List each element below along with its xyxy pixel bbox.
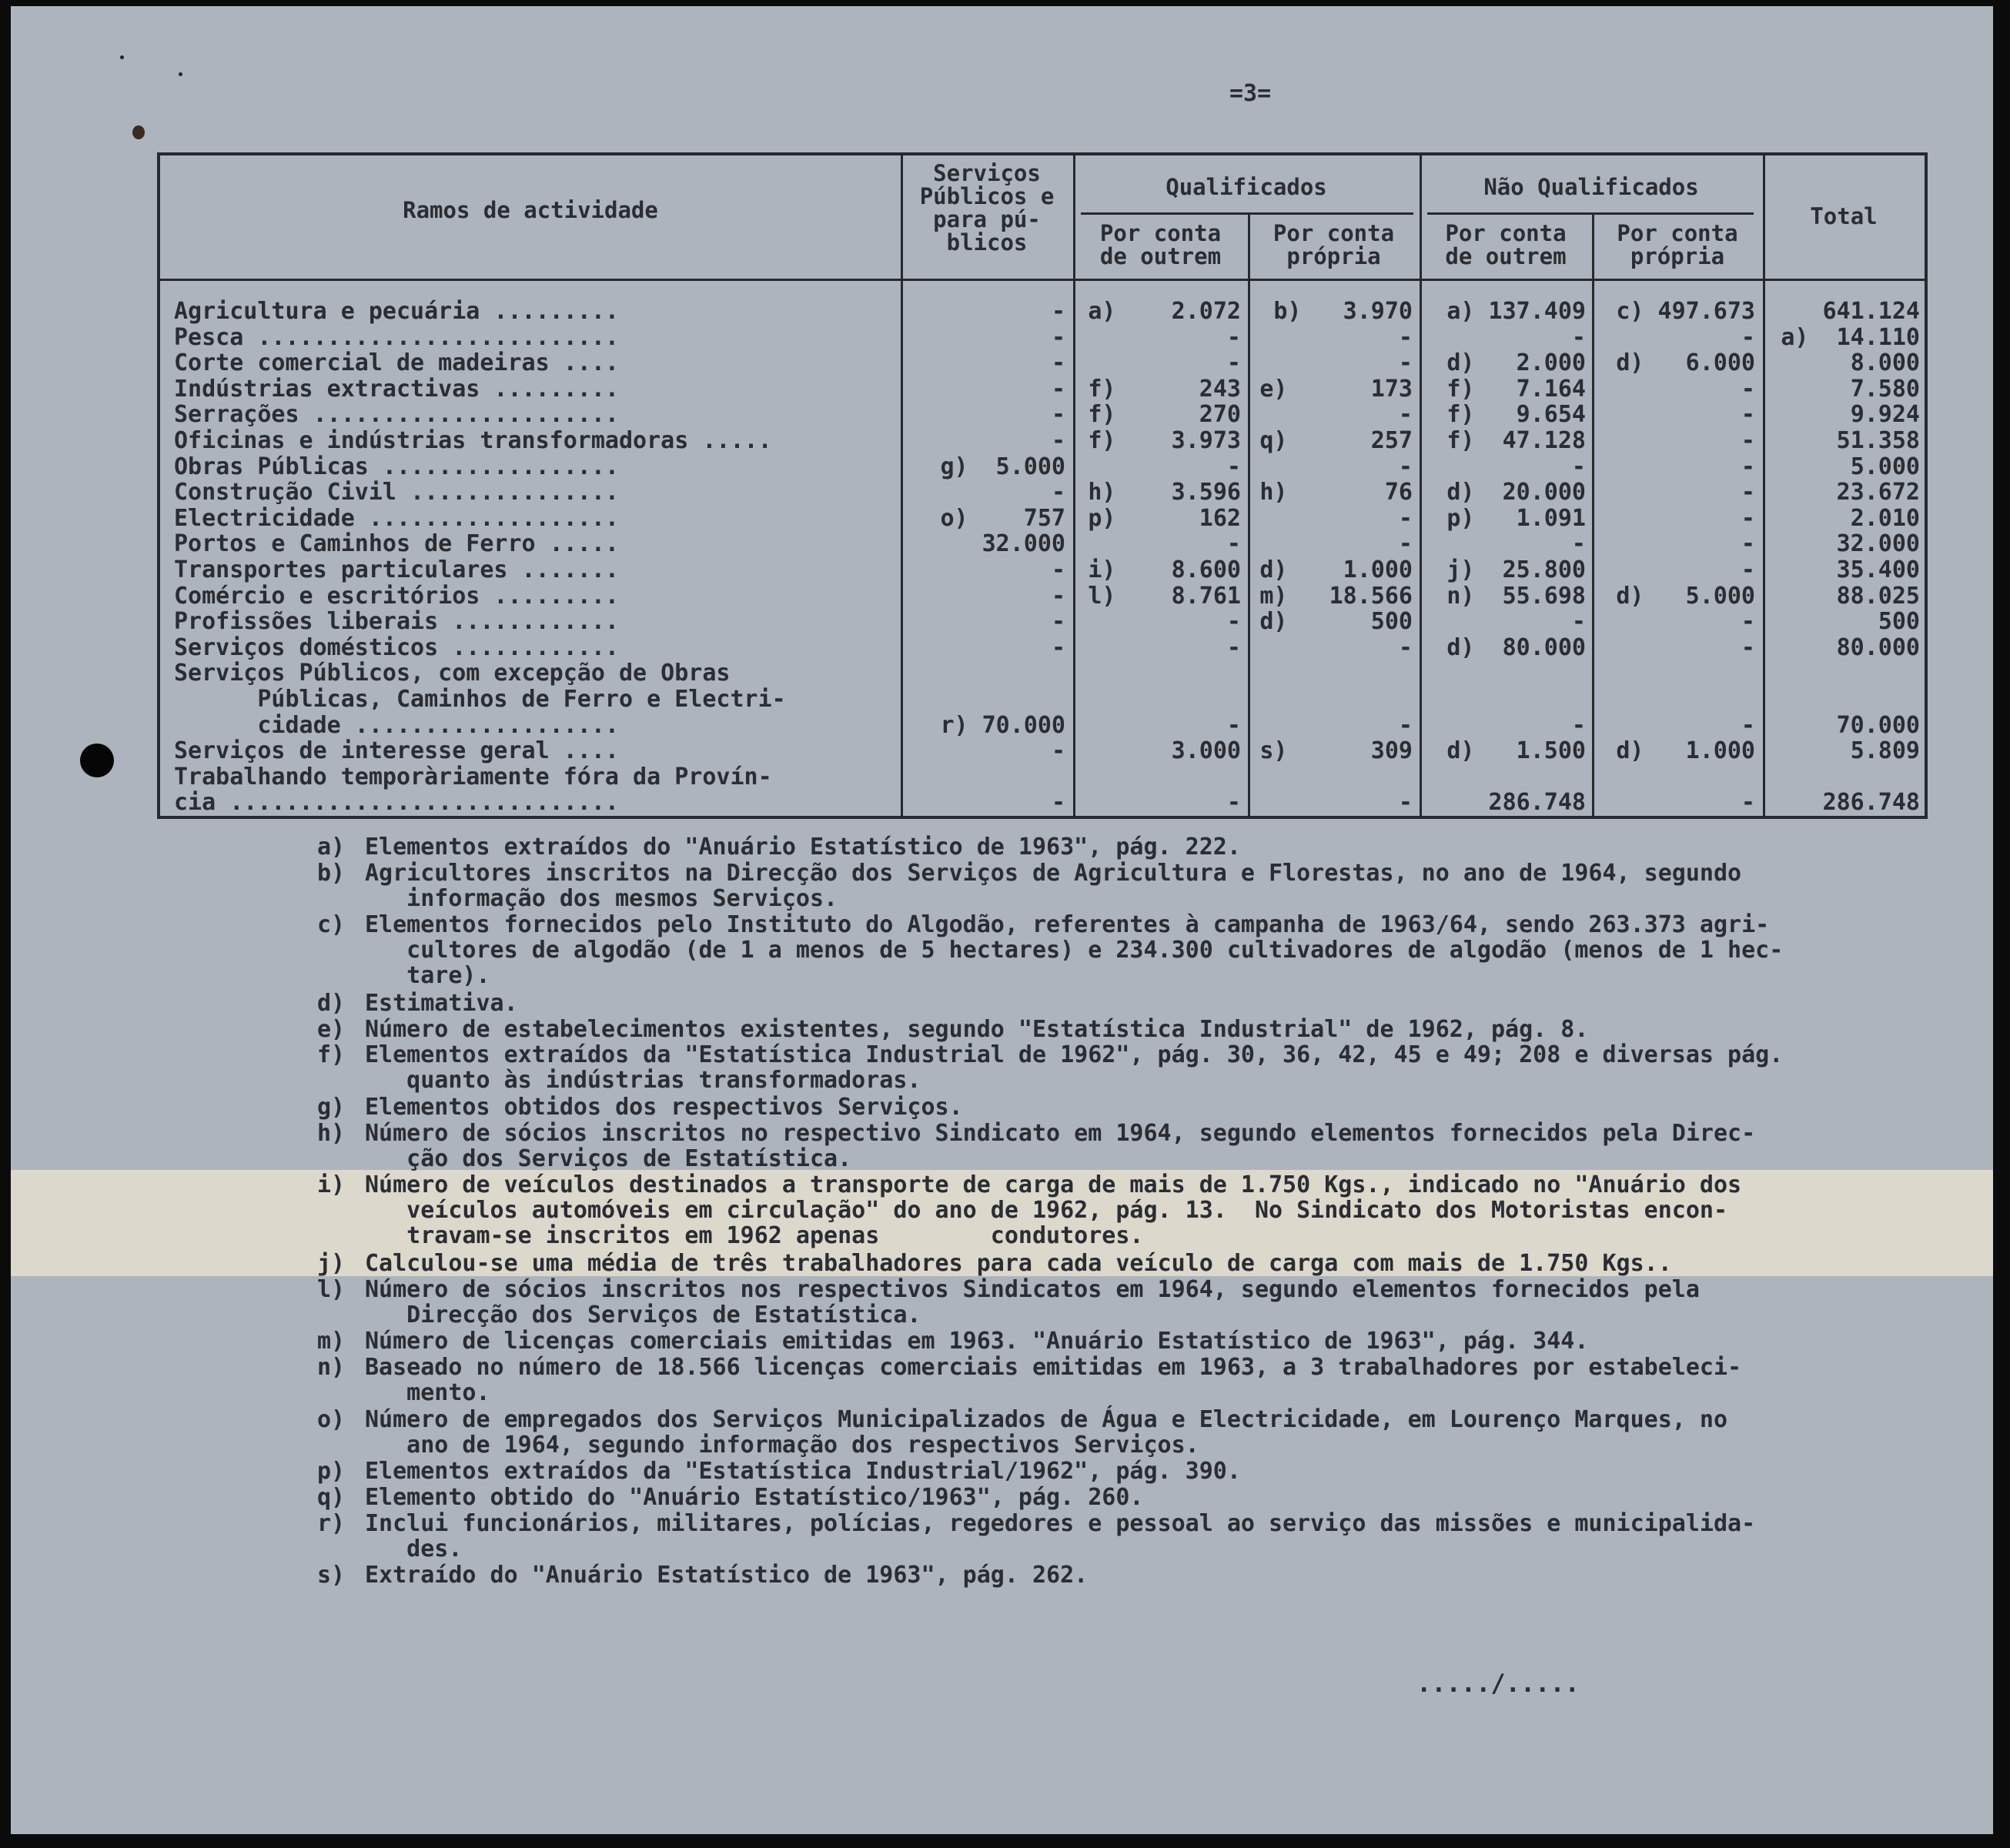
footnote-text: Número de sócios inscritos nos respectivos Sindicatos em 1964, segundo elementos fornecidos pela: [365, 1275, 1700, 1303]
header-nao-qualificados: Não Qualificados: [1483, 174, 1699, 200]
header-rule: [1427, 212, 1754, 215]
footnote: [317, 1277, 1700, 1328]
row-label: Obras Públicas .................: [174, 453, 619, 480]
footnote-text: travam-se inscritos em 1962 apenas condutores.: [365, 1222, 1144, 1250]
footnote-text: quanto às indústrias transformadoras.: [365, 1067, 921, 1094]
cell-q-propria: -: [1287, 401, 1413, 429]
cell-nq-propria: d) 1.000: [1616, 737, 1755, 765]
ink-speck: [179, 72, 182, 76]
footnote-text: Baseado no número de 18.566 licenças comerciais emitidas em 1963, a 3 trabalhadores por estabeleci-: [365, 1354, 1742, 1381]
table-row: [160, 609, 1925, 634]
table-row: [160, 557, 1925, 583]
cell-nq-outrem: -: [1502, 608, 1586, 636]
footnote: [317, 991, 518, 1016]
cell-nq-propria: -: [1671, 504, 1755, 532]
footnote-text: Direcção dos Serviços de Estatística.: [365, 1301, 921, 1328]
footnote: [317, 1328, 1588, 1354]
cell-servicos: -: [1051, 323, 1065, 351]
cell-nq-outrem: d) 20.000: [1446, 479, 1586, 506]
header-servicos: Serviços Públicos e para pú- blicos: [919, 160, 1055, 256]
cell-nq-outrem: a) 137.409: [1446, 298, 1586, 325]
footnote-text: tare).: [365, 962, 490, 990]
cell-nq-outrem: f) 7.164: [1446, 375, 1586, 403]
continuation-mark: ...../.....: [1416, 1669, 1580, 1698]
table-row: [160, 506, 1925, 531]
footnote-key: r): [317, 1509, 346, 1537]
footnote-text: Número de licenças comerciais emitidas em 1963. "Anuário Estatístico de 1963", pág. 344.: [365, 1328, 1589, 1355]
table-row: [160, 583, 1925, 609]
ink-speck: [132, 125, 145, 139]
document-sheet: [11, 6, 1993, 1834]
cell-q-outrem: -: [1143, 349, 1241, 377]
footnote-key: g): [317, 1094, 346, 1121]
cell-nq-propria: -: [1671, 479, 1755, 506]
cell-total: a) 14.110: [1781, 323, 1920, 351]
footnote-key: s): [317, 1562, 346, 1589]
cell-q-outrem: l) 8.761: [1088, 582, 1241, 610]
cell-q-propria: -: [1301, 323, 1413, 351]
header-ramos: Ramos de actividade: [403, 197, 658, 223]
cell-nq-outrem: d) 2.000: [1446, 349, 1586, 377]
header-q-propria: Por conta própria: [1273, 220, 1395, 269]
footnote-key: b): [317, 859, 346, 887]
table-row: [160, 764, 1925, 790]
footnote: [317, 1485, 1143, 1510]
cell-q-propria: -: [1301, 453, 1413, 480]
footnote-text: cultores de algodão (de 1 a menos de 5 hectares) e 234.300 cultivadores de algodão (menos de 1 hec-: [365, 937, 1784, 964]
cell-total: 23.672: [1836, 479, 1920, 506]
cell-nq-propria: -: [1671, 633, 1755, 661]
footnote-key: j): [317, 1249, 346, 1277]
header-qualificados: Qualificados: [1166, 174, 1327, 200]
row-label: Construção Civil ...............: [174, 479, 619, 506]
footnote: [317, 1407, 1727, 1458]
cell-servicos: o) 757: [940, 504, 1065, 532]
table-row: [160, 402, 1925, 427]
cell-nq-outrem: -: [1502, 530, 1586, 558]
row-label: cia ............................: [174, 789, 619, 817]
cell-nq-outrem: j) 25.800: [1446, 556, 1586, 583]
footnote-text: Extraído do "Anuário Estatístico de 1963", pág. 262.: [365, 1562, 1089, 1589]
cell-q-propria: b) 3.970: [1273, 298, 1413, 325]
table-row: [160, 687, 1925, 712]
cell-q-propria: -: [1301, 711, 1413, 739]
cell-q-outrem: 3.000: [1115, 737, 1241, 765]
cell-q-propria: -: [1301, 789, 1413, 817]
row-label: Serviços Públicos, com excepção de Obras: [174, 660, 731, 687]
table-row: [160, 660, 1925, 686]
cell-nq-outrem: -: [1488, 323, 1586, 351]
table-row: [160, 635, 1925, 660]
cell-q-propria: -: [1287, 504, 1413, 532]
footnote-key: f): [317, 1041, 346, 1069]
row-label: Corte comercial de madeiras ....: [174, 349, 619, 377]
cell-q-propria: -: [1301, 530, 1413, 558]
footnote-text: Calculou-se uma média de três trabalhadores para cada veículo de carga com mais de 1.750 Kgs..: [365, 1249, 1672, 1277]
cell-nq-outrem: d) 1.500: [1446, 737, 1586, 765]
activity-table: [157, 152, 1928, 819]
cell-total: 9.924: [1850, 401, 1920, 429]
footnote-text: Elemento obtido do "Anuário Estatístico/1963", pág. 260.: [365, 1484, 1144, 1511]
footnote-text: mento.: [365, 1379, 490, 1406]
cell-servicos: -: [1051, 556, 1065, 583]
page-number: =3=: [1229, 80, 1272, 107]
row-label: Públicas, Caminhos de Ferro e Electri-: [174, 686, 786, 713]
row-label: Indústrias extractivas .........: [174, 375, 619, 403]
cell-nq-propria: -: [1671, 427, 1755, 454]
footnote-text: Elementos extraídos da "Estatística Industrial de 1962", pág. 30, 36, 42, 45 e 49; 208 e diversas pág.: [365, 1041, 1784, 1069]
footnote-text: Inclui funcionários, militares, polícias, regedores e pessoal ao serviço das missões e municipalida-: [365, 1509, 1756, 1537]
cell-q-outrem: h) 3.596: [1088, 479, 1241, 506]
cell-q-outrem: p) 162: [1088, 504, 1241, 532]
footnote-text: Estimativa.: [365, 989, 518, 1017]
header-nq-outrem: Por conta de outrem: [1445, 220, 1567, 269]
cell-total: 35.400: [1836, 556, 1920, 583]
cell-nq-propria: -: [1630, 323, 1755, 351]
footnote-key: a): [317, 834, 346, 861]
cell-q-propria: e) 173: [1259, 375, 1413, 403]
cell-servicos: -: [1051, 349, 1065, 377]
footnote-text: Número de veículos destinados a transporte de carga de mais de 1.750 Kgs., indicado no "Anuário dos: [365, 1171, 1742, 1199]
footnote-text: Elementos obtidos dos respectivos Serviços.: [365, 1094, 963, 1121]
cell-q-outrem: f) 270: [1088, 401, 1241, 429]
cell-total: 32.000: [1836, 530, 1920, 558]
row-label: Comércio e escritórios .........: [174, 582, 619, 610]
cell-servicos: -: [1051, 608, 1065, 636]
table-row: [160, 531, 1925, 556]
cell-q-propria: q) 257: [1259, 427, 1413, 454]
cell-total: 7.580: [1850, 375, 1920, 403]
cell-nq-outrem: -: [1502, 453, 1586, 480]
row-label: Pesca ..........................: [174, 323, 619, 351]
cell-nq-outrem: f) 9.654: [1446, 401, 1586, 429]
cell-q-outrem: -: [1143, 789, 1241, 817]
cell-q-outrem: -: [1199, 453, 1241, 480]
footnote-text: Elementos extraídos do "Anuário Estatístico de 1963", pág. 222.: [365, 834, 1241, 861]
table-row: [160, 738, 1925, 764]
cell-servicos: -: [1051, 633, 1065, 661]
cell-q-outrem: a) 2.072: [1088, 298, 1241, 325]
cell-servicos: -: [1051, 298, 1065, 325]
table-row: [160, 325, 1925, 350]
cell-total: 5.000: [1850, 453, 1920, 480]
cell-nq-outrem: 286.748: [1446, 789, 1586, 817]
cell-q-propria: -: [1301, 349, 1413, 377]
cell-total: 5.809: [1850, 737, 1920, 765]
footnote-text: Elementos fornecidos pelo Instituto do Algodão, referentes à campanha de 1963/64, sendo 263.373 agri-: [365, 911, 1770, 939]
cell-total: 80.000: [1836, 633, 1920, 661]
row-label: Trabalhando temporàriamente fóra da Provín-: [174, 763, 772, 790]
cell-q-outrem: i) 8.600: [1088, 556, 1241, 583]
footnote-text: informação dos mesmos Serviços.: [365, 884, 838, 912]
cell-q-outrem: f) 243: [1088, 375, 1241, 403]
footnote-key: p): [317, 1458, 346, 1485]
table-row: [160, 454, 1925, 480]
cell-q-propria: d) 1.000: [1259, 556, 1413, 583]
cell-q-propria: s) 309: [1259, 737, 1413, 765]
cell-q-propria: m) 18.566: [1259, 582, 1413, 610]
cell-nq-propria: -: [1671, 556, 1755, 583]
header-q-outrem: Por conta de outrem: [1099, 220, 1222, 269]
cell-servicos: -: [1051, 375, 1065, 403]
cell-q-propria: h) 76: [1259, 479, 1413, 506]
cell-nq-propria: -: [1671, 401, 1755, 429]
footnote-key: q): [317, 1484, 346, 1511]
footnote-key: h): [317, 1119, 346, 1147]
footnote-text: des.: [365, 1535, 463, 1562]
cell-servicos: g) 5.000: [940, 453, 1065, 480]
cell-nq-propria: -: [1671, 375, 1755, 403]
cell-servicos: -: [1051, 737, 1065, 765]
row-label: Transportes particulares .......: [174, 556, 619, 583]
footnote-text: veículos automóveis em circulação" do ano de 1962, pág. 13. No Sindicato dos Motoristas encon-: [365, 1197, 1728, 1225]
cell-total: 8.000: [1850, 349, 1920, 377]
cell-nq-propria: -: [1671, 530, 1755, 558]
footnote: [317, 1121, 1755, 1171]
cell-q-outrem: -: [1199, 711, 1241, 739]
footnote-text: ano de 1964, segundo informação dos respectivos Serviços.: [365, 1431, 1199, 1459]
footnote-key: l): [317, 1275, 346, 1303]
footnote: [317, 1042, 1783, 1093]
row-label: Serrações ......................: [174, 401, 619, 429]
cell-nq-outrem: n) 55.698: [1446, 582, 1586, 610]
footnote: [317, 1355, 1741, 1405]
row-label: Agricultura e pecuária .........: [174, 298, 619, 325]
cell-q-outrem: -: [1143, 323, 1241, 351]
footnote-key: n): [317, 1354, 346, 1381]
header-bottom-rule: [160, 279, 1925, 281]
cell-servicos: -: [1051, 479, 1065, 506]
footnote-text: Elementos extraídos da "Estatística Industrial/1962", pág. 390.: [365, 1458, 1241, 1485]
footnote: [317, 1017, 1588, 1042]
header-total: Total: [1810, 203, 1878, 229]
row-label: Serviços de interesse geral ....: [174, 737, 619, 765]
cell-servicos: -: [1051, 401, 1065, 429]
footnote-key: i): [317, 1171, 346, 1199]
table-row: [160, 376, 1925, 402]
footnote: [317, 1251, 1672, 1276]
table-row: [160, 790, 1925, 815]
cell-servicos: -: [1051, 789, 1065, 817]
footnote-key: o): [317, 1405, 346, 1433]
cell-q-outrem: f) 3.973: [1088, 427, 1241, 454]
table-row: [160, 299, 1925, 324]
cell-nq-propria: d) 6.000: [1616, 349, 1755, 377]
row-label: Profissões liberais ............: [174, 608, 619, 636]
footnote-text: ção dos Serviços de Estatística.: [365, 1145, 852, 1172]
footnote-text: Número de sócios inscritos no respectivo Sindicato em 1964, segundo elementos fornecidos pela Direc-: [365, 1119, 1756, 1147]
header-nq-propria: Por conta própria: [1617, 220, 1738, 269]
cell-q-outrem: -: [1143, 608, 1241, 636]
cell-q-outrem: -: [1143, 633, 1241, 661]
cell-total: 641.124: [1822, 298, 1920, 325]
footnote: [317, 861, 1741, 911]
cell-servicos: 32.000: [982, 530, 1065, 558]
footnote: [317, 1459, 1241, 1484]
footnote-key: c): [317, 911, 346, 939]
cell-total: 286.748: [1822, 789, 1920, 817]
footnote-text: Número de estabelecimentos existentes, segundo "Estatística Industrial" de 1962, pág. 8.: [365, 1015, 1589, 1043]
table-row: [160, 713, 1925, 738]
footnote: [317, 912, 1783, 988]
cell-total: 500: [1878, 608, 1920, 636]
cell-total: 51.358: [1836, 427, 1920, 454]
cell-total: 2.010: [1850, 504, 1920, 532]
cell-total: 70.000: [1836, 711, 1920, 739]
punch-hole: [80, 744, 114, 777]
cell-nq-outrem: -: [1502, 711, 1586, 739]
footnote: [317, 1511, 1755, 1562]
row-label: Electricidade ..................: [174, 504, 619, 532]
footnote: [317, 1172, 1741, 1248]
table-row: [160, 350, 1925, 376]
cell-q-propria: d) 500: [1259, 608, 1413, 636]
header-rule: [1081, 212, 1413, 215]
row-label: Oficinas e indústrias transformadoras .....: [174, 427, 772, 454]
footnote: [317, 1094, 963, 1120]
table-row: [160, 480, 1925, 505]
cell-nq-outrem: d) 80.000: [1446, 633, 1586, 661]
cell-total: 88.025: [1836, 582, 1920, 610]
cell-q-outrem: -: [1199, 530, 1241, 558]
cell-q-propria: -: [1287, 633, 1413, 661]
cell-nq-outrem: f) 47.128: [1446, 427, 1586, 454]
cell-nq-propria: c) 497.673: [1616, 298, 1755, 325]
footnote: [317, 834, 1241, 860]
cell-nq-propria: -: [1671, 453, 1755, 480]
table-row: [160, 428, 1925, 453]
row-label: cidade ...................: [174, 711, 619, 739]
cell-nq-propria: -: [1671, 711, 1755, 739]
row-label: Serviços domésticos ............: [174, 633, 619, 661]
footnote-key: e): [317, 1015, 346, 1043]
row-label: Portos e Caminhos de Ferro .....: [174, 530, 619, 558]
footnote-key: d): [317, 989, 346, 1017]
footnote-text: Agricultores inscritos na Direcção dos Serviços de Agricultura e Florestas, no ano de 1964, segundo: [365, 859, 1742, 887]
footnote-key: m): [317, 1328, 346, 1355]
cell-nq-propria: d) 5.000: [1616, 582, 1755, 610]
footnote: [317, 1562, 1088, 1588]
cell-servicos: r) 70.000: [940, 711, 1065, 739]
footnote-text: Número de empregados dos Serviços Municipalizados de Água e Electricidade, em Lourenço Marques, no: [365, 1405, 1728, 1433]
cell-nq-propria: -: [1671, 789, 1755, 817]
cell-servicos: -: [1051, 427, 1065, 454]
cell-servicos: -: [1051, 582, 1065, 610]
cell-nq-outrem: p) 1.091: [1446, 504, 1586, 532]
cell-nq-propria: -: [1671, 608, 1755, 636]
ink-speck: [120, 55, 124, 59]
